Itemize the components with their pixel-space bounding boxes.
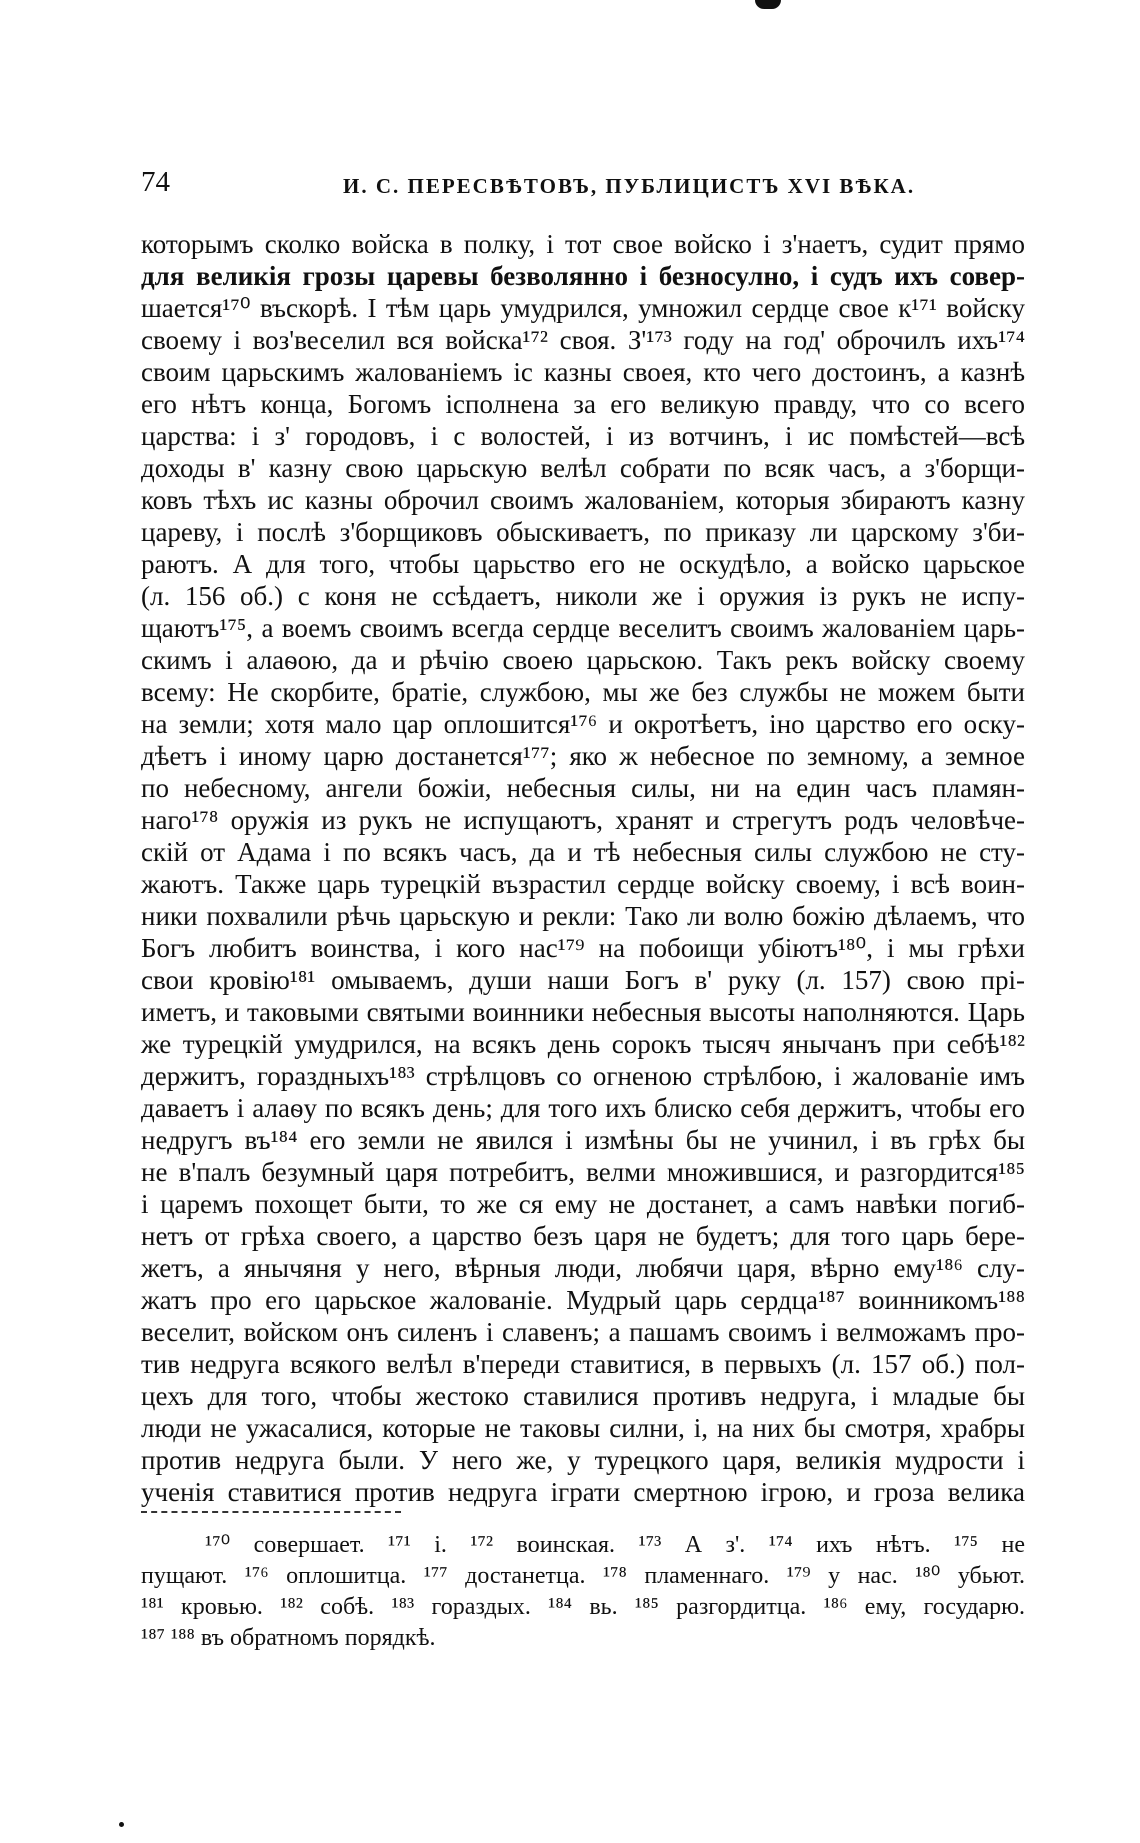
text-line: і царемъ похощет быти, то же ся ему не достанет, а самъ навѣки погиб- bbox=[141, 1189, 1025, 1219]
text-line: наго¹⁷⁸ оружія из рукъ не испущаютъ, хранят и стрегутъ родъ человѣче- bbox=[141, 805, 1025, 835]
footnote-line: пущают. ¹⁷⁶ оплошитца. ¹⁷⁷ достанетца. ¹⁷⁸ пламеннаго. ¹⁷⁹ у нас. ¹⁸⁰ убьют. bbox=[141, 1563, 1025, 1589]
text-line: ники похвалили рѣчь царьскую и рекли: Тако ли волю божію дѣлаемъ, что bbox=[141, 901, 1025, 931]
text-line: против недруга были. У него же, у турецкого царя, великія мудрости і bbox=[141, 1445, 1025, 1475]
text-line: скимъ і алаѳою, да и рѣчію своею царьскою. Такъ рекъ войску своему bbox=[141, 645, 1025, 675]
text-line: держитъ, гораздныхъ¹⁸³ стрѣлцовъ со огненою стрѣлбою, і жалованіе имъ bbox=[141, 1061, 1025, 1091]
text-line: не в'палъ безумный царя потребитъ, велми множившися, и разгордится¹⁸⁵ bbox=[141, 1157, 1025, 1187]
text-line: для великія грозы царевы безволянно і безносулно, і судъ ихъ совер- bbox=[141, 261, 1025, 291]
footnote-line: ¹⁸⁷ ¹⁸⁸ въ обратномъ порядкѣ. bbox=[141, 1625, 436, 1651]
text-line: дѣетъ і иному царю достанется¹⁷⁷; яко ж небесное по земному, а земное bbox=[141, 741, 1025, 771]
text-line: жаютъ. Также царь турецкій възрастил сердце войску своему, і всѣ воин- bbox=[141, 869, 1025, 899]
text-line: всему: Не скорбите, братіе, службою, мы же без службы не можем быти bbox=[141, 677, 1025, 707]
text-line: скій от Адама і по всякъ часъ, да и тѣ небесныя силы службою не сту- bbox=[141, 837, 1025, 867]
text-line: иметъ, и таковыми святыми воинники небесныя высоты наполняются. Царь bbox=[141, 997, 1025, 1027]
text-line: веселит, войском онъ силенъ і славенъ; а пашамъ своимъ і велможамъ про- bbox=[141, 1317, 1025, 1347]
text-line: же турецкій умудрился, на всякъ день сорокъ тысяч янычанъ при себѣ¹⁸² bbox=[141, 1029, 1025, 1059]
running-head: И. С. ПЕРЕСВѢТОВЪ, ПУБЛИЦИСТЪ XVI ВѢКА. bbox=[343, 174, 916, 198]
text-line: Богъ любитъ воинства, і кого нас¹⁷⁹ на побоищи убіютъ¹⁸⁰, і мы грѣхи bbox=[141, 933, 1025, 963]
text-line: царства: і з' городовъ, і с волостей, і из вотчинъ, і ис помѣстей—всѣ bbox=[141, 421, 1025, 451]
text-line: недругъ въ¹⁸⁴ его земли не явился і измѣны бы не учинил, і въ грѣх бы bbox=[141, 1125, 1025, 1155]
text-line: которымъ сколко войска в полку, і тот свое войско і з'наетъ, судит прямо bbox=[141, 229, 1025, 259]
scan-speck bbox=[119, 1822, 124, 1827]
text-line: тив недруга всякого велѣл в'переди ставитися, в первыхъ (л. 157 об.) пол- bbox=[141, 1349, 1025, 1379]
text-line: люди не ужасалися, которые не таковы силни, і, на них бы смотря, храбры bbox=[141, 1413, 1025, 1443]
text-line: даваетъ і алаѳу по всякъ день; для того ихъ блиско себя держитъ, чтобы его bbox=[141, 1093, 1025, 1123]
text-line: ученія ставитися против недруга іграти смертною ігрою, и гроза велика bbox=[141, 1477, 1025, 1507]
text-line: его нѣтъ конца, Богомъ ісполнена за его великую правду, что со всего bbox=[141, 389, 1025, 419]
text-line: щаютъ¹⁷⁵, а воемъ своимъ всегда сердце веселитъ своимъ жалованіем царь- bbox=[141, 613, 1025, 643]
text-line: своим царьскимъ жалованіемъ іс казны своея, кто чего достоинъ, а казнѣ bbox=[141, 357, 1025, 387]
text-line: на земли; хотя мало цар оплошится¹⁷⁶ и окротѣетъ, іно царство его оску- bbox=[141, 709, 1025, 739]
main-text bbox=[141, 228, 1025, 1508]
text-line: ковъ тѣхъ ис казны оброчил своимъ жалованіем, которыя збираютъ казну bbox=[141, 485, 1025, 515]
page-header bbox=[141, 166, 1025, 206]
page-number: 74 bbox=[141, 166, 170, 198]
footnote-line: ¹⁷⁰ совершает. ¹⁷¹ і. ¹⁷² воинская. ¹⁷³ А з'. ¹⁷⁴ ихъ нѣтъ. ¹⁷⁵ не bbox=[205, 1532, 1025, 1558]
text-line: свои кровію¹⁸¹ омываемъ, души наши Богъ в' руку (л. 157) свою прі- bbox=[141, 965, 1025, 995]
footnote-divider bbox=[141, 1511, 401, 1513]
text-line: раютъ. А для того, чтобы царьство его не оскудѣло, а войско царьское bbox=[141, 549, 1025, 579]
text-line: по небесному, ангели божіи, небесныя силы, ни на един часъ пламян- bbox=[141, 773, 1025, 803]
text-line: нетъ от грѣха своего, а царство безъ царя не будетъ; для того царь бере- bbox=[141, 1221, 1025, 1251]
scan-artifact bbox=[755, 0, 781, 9]
footnote-line: ¹⁸¹ кровью. ¹⁸² собѣ. ¹⁸³ гораздых. ¹⁸⁴ вь. ¹⁸⁵ разгордитца. ¹⁸⁶ ему, государю. bbox=[141, 1594, 1025, 1620]
text-line: доходы в' казну свою царьскую велѣл собрати по всяк часъ, а з'борщи- bbox=[141, 453, 1025, 483]
text-line: жетъ, а янычяня у него, вѣрныя люди, любячи царя, вѣрно ему¹⁸⁶ слу- bbox=[141, 1253, 1025, 1283]
text-line: цареву, і послѣ з'борщиковъ обыскиваетъ, по приказу ли царскому з'би- bbox=[141, 517, 1025, 547]
text-line: своему і воз'веселил вся войска¹⁷² своя. З'¹⁷³ году на год' оброчилъ ихъ¹⁷⁴ bbox=[141, 325, 1025, 355]
text-line: жатъ про его царьское жалованіе. Мудрый царь сердца¹⁸⁷ воинникомъ¹⁸⁸ bbox=[141, 1285, 1025, 1315]
text-line: шается¹⁷⁰ въскорѣ. I тѣм царь умудрился, умножил сердце свое к¹⁷¹ войску bbox=[141, 293, 1025, 323]
text-line: цехъ для того, чтобы жестоко ставилися противъ недруга, і младые бы bbox=[141, 1381, 1025, 1411]
text-line: (л. 156 об.) с коня не ссѣдаетъ, николи же і оружия із рукъ не испу- bbox=[141, 581, 1025, 611]
footnotes bbox=[141, 1530, 1025, 1654]
